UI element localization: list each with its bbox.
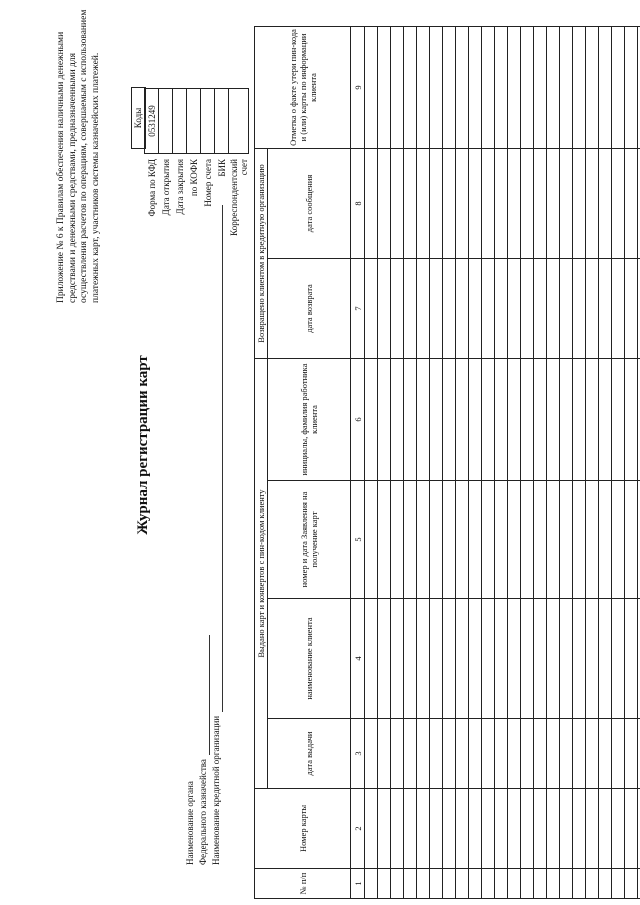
table-cell — [456, 481, 469, 599]
table-cell — [469, 358, 482, 480]
table-cell — [430, 599, 443, 719]
table-cell — [391, 258, 404, 358]
table-cell — [508, 869, 521, 899]
table-cell — [404, 26, 417, 148]
table-cell — [625, 869, 638, 899]
table-cell — [560, 869, 573, 899]
table-cell — [573, 719, 586, 789]
table-cell — [443, 481, 456, 599]
table-cell — [417, 148, 430, 258]
table-cell — [391, 148, 404, 258]
table-cell — [573, 789, 586, 869]
table-cell — [508, 719, 521, 789]
table-cell — [560, 599, 573, 719]
table-cell — [378, 26, 391, 148]
table-cell — [625, 26, 638, 148]
table-cell — [482, 789, 495, 869]
table-cell — [573, 869, 586, 899]
table-cell — [534, 599, 547, 719]
table-cell — [547, 789, 560, 869]
table-cell — [378, 481, 391, 599]
table-cell — [482, 869, 495, 899]
table-cell — [612, 481, 625, 599]
table-cell — [495, 869, 508, 899]
table-cell — [430, 481, 443, 599]
table-cell — [469, 719, 482, 789]
table-cell — [573, 358, 586, 480]
column-number: 1 — [351, 869, 365, 899]
table-cell — [547, 358, 560, 480]
table-cell — [456, 869, 469, 899]
table-cell — [469, 26, 482, 148]
table-cell — [612, 789, 625, 869]
table-cell — [612, 148, 625, 258]
table-cell — [469, 599, 482, 719]
table-cell — [443, 789, 456, 869]
table-cell — [521, 599, 534, 719]
table-cell — [378, 599, 391, 719]
column-number: 3 — [351, 719, 365, 789]
table-cell — [586, 719, 599, 789]
table-cell — [586, 358, 599, 480]
table-cell — [612, 258, 625, 358]
table-cell — [547, 599, 560, 719]
column-number: 6 — [351, 358, 365, 480]
table-cell — [482, 599, 495, 719]
table-cell — [508, 789, 521, 869]
table-cell — [430, 789, 443, 869]
table-cell — [443, 258, 456, 358]
col-issue-date: дата выдачи — [268, 719, 351, 789]
table-cell — [391, 26, 404, 148]
table-cell — [365, 258, 378, 358]
table-cell — [417, 599, 430, 719]
codes-value — [187, 89, 201, 154]
table-row — [586, 26, 599, 898]
table-cell — [599, 869, 612, 899]
table-row — [443, 26, 456, 898]
table-cell — [365, 358, 378, 480]
codes-header: Коды — [131, 87, 146, 149]
codes-row — [159, 89, 173, 241]
cards-register-table — [254, 26, 640, 899]
codes-label: по КОФК — [188, 159, 199, 197]
table-cell — [586, 148, 599, 258]
table-cell — [430, 869, 443, 899]
table-cell — [534, 869, 547, 899]
table-cell — [417, 258, 430, 358]
table-cell — [495, 258, 508, 358]
table-cell — [404, 481, 417, 599]
table-cell — [456, 258, 469, 358]
table-cell — [599, 148, 612, 258]
table-cell — [378, 148, 391, 258]
table-cell — [547, 148, 560, 258]
table-cell — [560, 789, 573, 869]
table-cell — [443, 358, 456, 480]
table-cell — [430, 358, 443, 480]
table-cell — [456, 719, 469, 789]
table-cell — [495, 358, 508, 480]
table-cell — [521, 148, 534, 258]
table-cell — [404, 358, 417, 480]
column-number: 2 — [351, 789, 365, 869]
table-cell — [482, 26, 495, 148]
table-cell — [560, 26, 573, 148]
table-cell — [521, 869, 534, 899]
table-cell — [534, 358, 547, 480]
table-cell — [625, 599, 638, 719]
table-row — [547, 26, 560, 898]
column-numbers-row — [351, 26, 365, 898]
table-cell — [508, 358, 521, 480]
table-cell — [469, 789, 482, 869]
table-cell — [599, 789, 612, 869]
credit-org-fill-line — [211, 205, 223, 712]
table-cell — [508, 26, 521, 148]
table-cell — [391, 719, 404, 789]
table-row — [456, 26, 469, 898]
table-cell — [430, 148, 443, 258]
table-cell — [365, 148, 378, 258]
table-cell — [599, 599, 612, 719]
table-cell — [391, 599, 404, 719]
table-cell — [534, 258, 547, 358]
codes-value — [201, 89, 215, 154]
table-cell — [482, 258, 495, 358]
table-cell — [469, 148, 482, 258]
table-cell — [495, 789, 508, 869]
table-cell — [573, 148, 586, 258]
table-cell — [573, 481, 586, 599]
table-cell — [365, 599, 378, 719]
codes-value: 0531249 — [145, 89, 159, 154]
table-cell — [586, 789, 599, 869]
treasury-fill-line — [198, 635, 210, 755]
table-cell — [586, 869, 599, 899]
table-cell — [573, 599, 586, 719]
table-cell — [430, 258, 443, 358]
organization-fields — [184, 205, 223, 865]
table-cell — [456, 26, 469, 148]
column-number: 7 — [351, 258, 365, 358]
table-cell — [599, 481, 612, 599]
credit-org-row — [210, 205, 223, 865]
table-cell — [443, 719, 456, 789]
table-cell — [625, 148, 638, 258]
table-cell — [599, 719, 612, 789]
table-cell — [612, 358, 625, 480]
codes-row — [229, 89, 249, 241]
table-cell — [495, 26, 508, 148]
table-cell — [534, 26, 547, 148]
table-cell — [443, 148, 456, 258]
table-cell — [599, 26, 612, 148]
table-cell — [391, 789, 404, 869]
col-application: номер и дата Заявления на получение карт — [268, 481, 351, 599]
table-row — [495, 26, 508, 898]
table-cell — [378, 869, 391, 899]
table-cell — [612, 869, 625, 899]
codes-value — [229, 89, 249, 154]
table-cell — [378, 358, 391, 480]
table-cell — [534, 148, 547, 258]
table-cell — [391, 358, 404, 480]
table-cell — [469, 258, 482, 358]
codes-row — [145, 89, 159, 241]
table-cell — [391, 869, 404, 899]
table-cell — [508, 258, 521, 358]
table-cell — [365, 26, 378, 148]
table-cell — [456, 358, 469, 480]
table-cell — [417, 719, 430, 789]
table-row — [521, 26, 534, 898]
appendix-note: Приложение № 6 к Правилам обеспечения наличными денежными средствами и денежными средствами, предназначенными для осуществления расчетов по операциям, совершаемым с использованием платежных карт, участников системы казначейских платежей. — [56, 9, 101, 303]
table-row — [482, 26, 495, 898]
table-cell — [534, 481, 547, 599]
table-cell — [560, 358, 573, 480]
table-cell — [508, 481, 521, 599]
codes-label: БИК — [216, 159, 227, 177]
table-cell — [586, 26, 599, 148]
table-cell — [586, 258, 599, 358]
table-row — [534, 26, 547, 898]
table-cell — [586, 599, 599, 719]
table-cell — [456, 789, 469, 869]
table-cell — [417, 358, 430, 480]
group-issued: Выдано карт и конвертов с пин-кодом клиенту — [255, 358, 268, 788]
table-row — [430, 26, 443, 898]
codes-value — [215, 89, 229, 154]
table-row — [508, 26, 521, 898]
table-cell — [560, 148, 573, 258]
table-cell — [378, 719, 391, 789]
codes-label: Корреспондентский счет — [228, 159, 249, 236]
codes-value — [159, 89, 173, 154]
table-cell — [547, 26, 560, 148]
table-cell — [482, 358, 495, 480]
table-cell — [521, 719, 534, 789]
table-row — [378, 26, 391, 898]
organ-label: Наименование органа — [185, 781, 195, 865]
table-cell — [456, 148, 469, 258]
table-cell — [612, 719, 625, 789]
table-row — [404, 26, 417, 898]
table-cell — [378, 258, 391, 358]
table-cell — [625, 358, 638, 480]
table-cell — [599, 258, 612, 358]
column-number: 4 — [351, 599, 365, 719]
table-cell — [417, 789, 430, 869]
table-cell — [365, 869, 378, 899]
table-cell — [417, 26, 430, 148]
table-cell — [443, 26, 456, 148]
col-return-date: дата возврата — [268, 258, 351, 358]
table-cell — [508, 599, 521, 719]
table-cell — [430, 26, 443, 148]
table-cell — [547, 481, 560, 599]
table-cell — [547, 719, 560, 789]
table-cell — [560, 258, 573, 358]
table-cell — [560, 481, 573, 599]
table-cell — [521, 481, 534, 599]
table-cell — [547, 869, 560, 899]
table-row — [391, 26, 404, 898]
table-cell — [482, 481, 495, 599]
table-cell — [599, 358, 612, 480]
table-cell — [521, 358, 534, 480]
col-message-date: дата сообщения — [268, 148, 351, 258]
credit-org-label: Наименование кредитной организации — [211, 715, 221, 865]
col-number: № п/п — [255, 869, 351, 899]
col-employee: инициалы, фамилия работника клиента — [268, 358, 351, 480]
table-cell — [430, 719, 443, 789]
table-row — [560, 26, 573, 898]
table-cell — [365, 789, 378, 869]
table-cell — [612, 26, 625, 148]
table-cell — [404, 789, 417, 869]
treasury-label: Федерального казначейства — [198, 759, 208, 865]
table-cell — [508, 148, 521, 258]
table-cell — [456, 599, 469, 719]
col-client-name: наименование клиента — [268, 599, 351, 719]
table-cell — [625, 789, 638, 869]
table-cell — [625, 481, 638, 599]
table-cell — [573, 26, 586, 148]
organ-row — [184, 205, 197, 865]
codes-label: Форма по КФД — [146, 159, 157, 217]
table-row — [599, 26, 612, 898]
table-cell — [469, 481, 482, 599]
table-row — [469, 26, 482, 898]
table-cell — [547, 258, 560, 358]
table-cell — [482, 719, 495, 789]
table-cell — [365, 719, 378, 789]
table-cell — [417, 869, 430, 899]
journal-title: Журнал регистрации карт — [135, 355, 151, 535]
table-cell — [534, 789, 547, 869]
table-row — [625, 26, 638, 898]
codes-value — [173, 89, 187, 154]
group-returned: Возвращено клиентом в кредитную организацию — [255, 148, 268, 358]
table-cell — [573, 258, 586, 358]
table-cell — [378, 789, 391, 869]
table-cell — [391, 481, 404, 599]
blank-rows — [365, 26, 640, 898]
column-number: 8 — [351, 148, 365, 258]
table-row — [365, 26, 378, 898]
codes-label: Дата открытия — [160, 159, 171, 216]
table-cell — [521, 258, 534, 358]
table-cell — [495, 148, 508, 258]
table-cell — [443, 599, 456, 719]
table-row — [612, 26, 625, 898]
table-cell — [521, 789, 534, 869]
table-cell — [443, 869, 456, 899]
table-cell — [625, 719, 638, 789]
table-cell — [404, 148, 417, 258]
table-cell — [404, 258, 417, 358]
codes-label: Номер счета — [202, 159, 213, 207]
treasury-row — [197, 205, 210, 865]
table-cell — [534, 719, 547, 789]
column-number: 9 — [351, 26, 365, 148]
table-row — [417, 26, 430, 898]
table-cell — [586, 481, 599, 599]
table-cell — [612, 599, 625, 719]
table-cell — [521, 26, 534, 148]
table-cell — [404, 719, 417, 789]
codes-label: Дата закрытия — [174, 159, 185, 215]
table-cell — [365, 481, 378, 599]
table-cell — [625, 258, 638, 358]
table-cell — [482, 148, 495, 258]
col-loss-mark: Отметка о факте утери пин-кода и (или) карты по информации клиента — [255, 26, 351, 148]
column-number: 5 — [351, 481, 365, 599]
table-cell — [404, 869, 417, 899]
table-cell — [495, 481, 508, 599]
table-cell — [417, 481, 430, 599]
table-cell — [469, 869, 482, 899]
table-cell — [495, 719, 508, 789]
col-card-number: Номер карты — [255, 789, 351, 869]
table-row — [573, 26, 586, 898]
table-cell — [404, 599, 417, 719]
table-cell — [495, 599, 508, 719]
table-cell — [560, 719, 573, 789]
